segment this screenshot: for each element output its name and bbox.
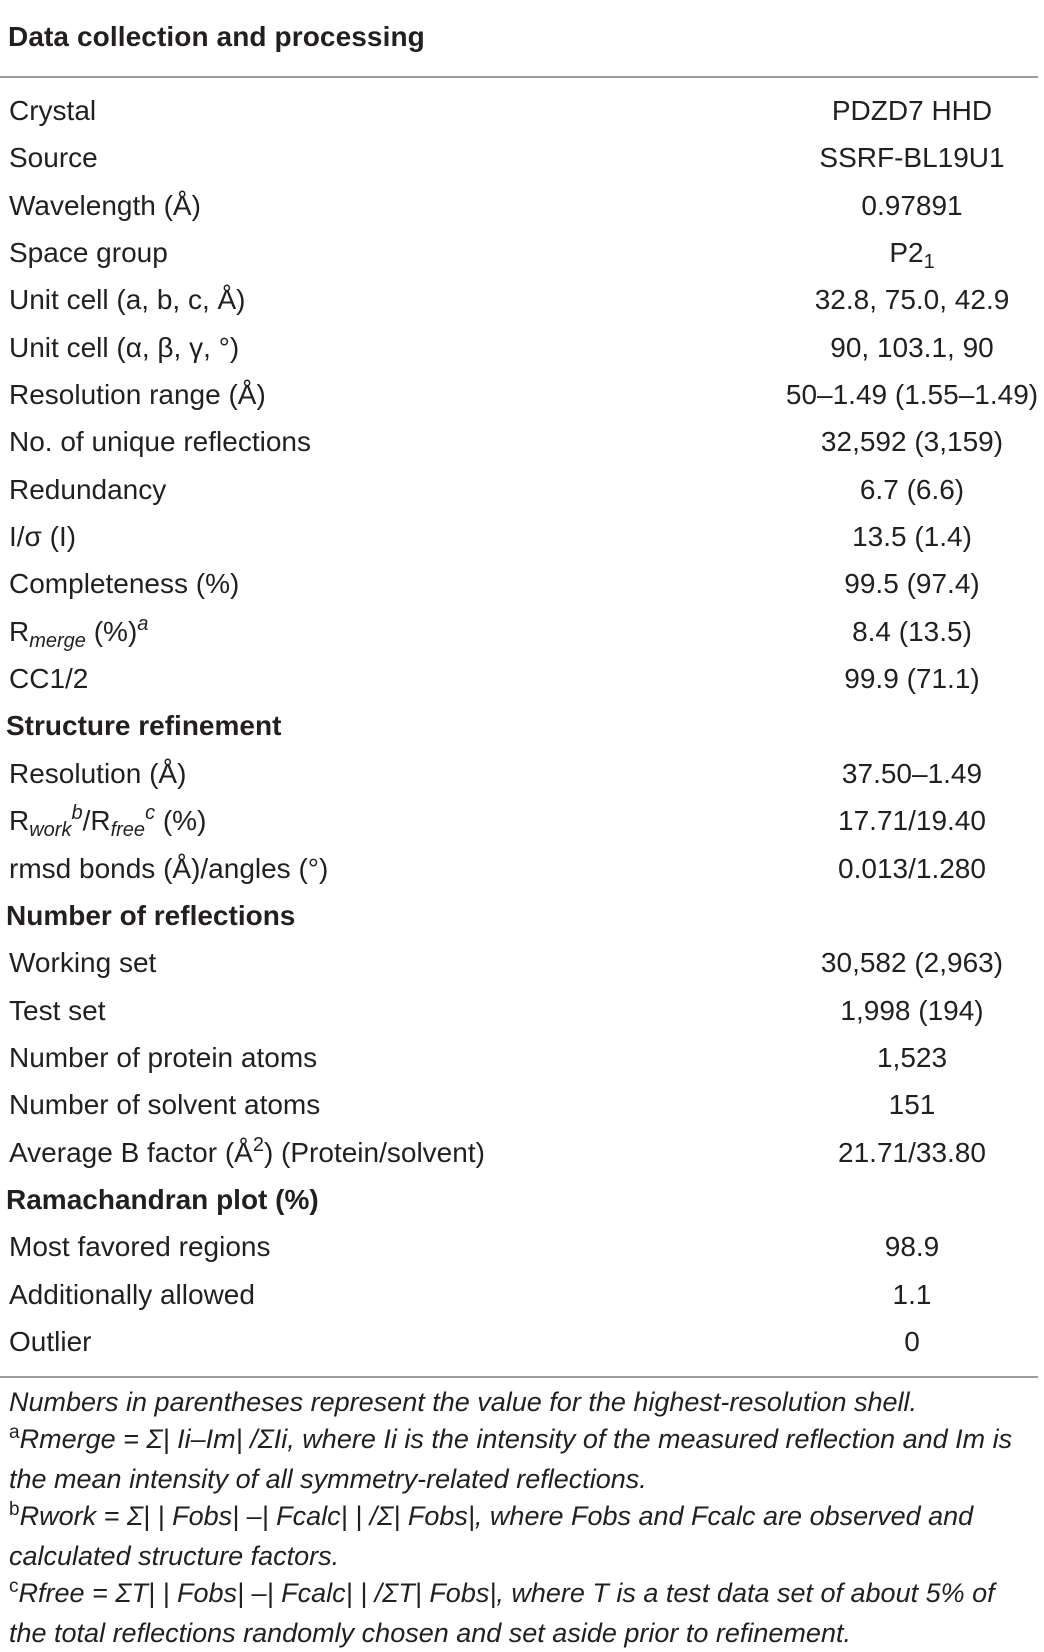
row-label: Unit cell (a, b, c, Å) (9, 284, 246, 316)
table-row (0, 750, 1040, 797)
footnote-marker: c (145, 802, 156, 825)
footnote-marker: c (9, 1576, 19, 1597)
row-value: 0 (904, 1325, 920, 1357)
table-row (0, 845, 1040, 892)
label-text: /R (82, 805, 111, 837)
row-value: 17.71/19.40 (838, 805, 986, 837)
row-label (9, 608, 148, 659)
row-label: Working set (9, 947, 157, 979)
section-row (0, 892, 1040, 939)
row-value: 21.71/33.80 (838, 1136, 986, 1168)
section-heading: Number of reflections (6, 899, 296, 931)
footnote-marker: b (71, 802, 83, 825)
table-row (0, 939, 1040, 986)
table-row (0, 1081, 1040, 1128)
table-row (0, 797, 1040, 844)
row-label (9, 1129, 485, 1180)
row-value: 1,523 (876, 1041, 948, 1073)
row-value: 99.9 (71.1) (844, 663, 980, 695)
footnote-b (9, 1498, 1039, 1575)
label-subscript: free (110, 819, 146, 842)
row-value: 98.9 (884, 1231, 940, 1263)
label-text: R (9, 615, 30, 647)
row-value: 99.5 (97.4) (844, 568, 980, 600)
section-heading: Ramachandran plot (%) (6, 1183, 319, 1215)
footnote-c (9, 1575, 1039, 1652)
row-value: 32.8, 75.0, 42.9 (814, 284, 1010, 316)
row-value: SSRF-BL19U1 (819, 142, 1005, 174)
footnote-marker: b (9, 1499, 20, 1520)
table-row (0, 513, 1040, 560)
row-value: PDZD7 HHD (831, 95, 993, 126)
section-row (0, 702, 1040, 749)
space-group-symbol: P2 (889, 237, 924, 269)
table-row (0, 655, 1040, 702)
row-label: Number of protein atoms (9, 1041, 318, 1073)
footnote-marker: a (9, 1422, 20, 1443)
footnote-text: Rwork = Σ| | Fobs| –| Fcalc| | /Σ| Fobs|, where Fobs and Fcalc are observed and calculated structure factors. (9, 1501, 974, 1571)
row-value: 8.4 (13.5) (852, 615, 972, 647)
footer-divider (0, 1376, 1038, 1378)
space-group-subscript: 1 (923, 251, 935, 274)
table-row (0, 1318, 1040, 1365)
table-row (0, 560, 1040, 607)
label-superscript: 2 (252, 1133, 264, 1156)
label-text: (%) (85, 615, 138, 647)
row-value: 50–1.49 (1.55–1.49) (785, 379, 1039, 411)
row-label: No. of unique reflections (9, 426, 311, 458)
row-label: Crystal (9, 95, 97, 126)
table-footnotes (9, 1384, 1039, 1652)
footnote-text: Rmerge = Σ| Ii–Im| /ΣIi, where Ii is the intensity of the measured reflection and Im is the mean intensity of all symmetry-related reflections. (9, 1424, 1013, 1494)
row-value: 0.97891 (861, 189, 963, 221)
table-row (0, 276, 1040, 323)
row-value: 37.50–1.49 (841, 757, 983, 789)
row-value (889, 229, 934, 280)
table-body (0, 87, 1040, 1365)
row-label: Outlier (9, 1325, 92, 1357)
row-label: I/σ (I) (9, 521, 77, 553)
row-label: Unit cell (α, β, γ, °) (9, 331, 240, 363)
row-label: rmsd bonds (Å)/angles (°) (9, 852, 329, 884)
row-label: Number of solvent atoms (9, 1089, 321, 1121)
label-subscript: merge (29, 629, 86, 652)
row-label: Completeness (%) (9, 568, 240, 600)
row-value: 0.013/1.280 (838, 852, 986, 884)
row-label: CC1/2 (9, 663, 89, 695)
row-value: 13.5 (1.4) (852, 521, 972, 553)
table-row (0, 87, 1040, 134)
table-row (0, 466, 1040, 513)
table-header: Data collection and processing (8, 21, 425, 52)
row-value: 1.1 (892, 1278, 932, 1310)
footnote-marker: a (137, 612, 149, 635)
table-row (0, 324, 1040, 371)
table-row (0, 987, 1040, 1034)
row-label (9, 797, 206, 848)
label-text: (%) (155, 805, 207, 837)
row-label: Redundancy (9, 473, 167, 505)
label-text: R (9, 805, 30, 837)
table-row (0, 1271, 1040, 1318)
row-label: Source (9, 142, 98, 174)
row-value: 1,998 (194) (840, 994, 984, 1026)
row-value: 30,582 (2,963) (820, 947, 1004, 979)
row-value: 151 (888, 1089, 936, 1121)
table-row (0, 182, 1040, 229)
label-text: Average B factor (Å (9, 1136, 253, 1168)
table-row (0, 608, 1040, 655)
row-label: Most favored regions (9, 1231, 271, 1263)
table-row (0, 229, 1040, 276)
row-label: Wavelength (Å) (9, 189, 201, 221)
table-row (0, 1129, 1040, 1176)
row-label: Resolution range (Å) (9, 379, 266, 411)
row-value: 32,592 (3,159) (820, 426, 1004, 458)
section-row (0, 1176, 1040, 1223)
header-divider (0, 76, 1038, 78)
label-text: ) (Protein/solvent) (263, 1136, 485, 1168)
table-row (0, 134, 1040, 181)
label-subscript: work (29, 819, 72, 842)
table-row (0, 1034, 1040, 1081)
table-row (0, 371, 1040, 418)
table-row (0, 1223, 1040, 1270)
table-row (0, 418, 1040, 465)
row-value: 6.7 (6.6) (859, 473, 965, 505)
row-label: Test set (9, 994, 106, 1026)
row-label: Resolution (Å) (9, 757, 187, 789)
parentheses-note: Numbers in parentheses represent the value for the highest-resolution shell. (9, 1387, 918, 1417)
section-heading: Structure refinement (6, 710, 282, 742)
footnote-a (9, 1421, 1039, 1498)
row-label: Space group (9, 237, 168, 269)
row-label: Additionally allowed (9, 1278, 255, 1310)
footnote-text: Rfree = ΣT| | Fobs| –| Fcalc| | /ΣT| Fobs|, where T is a test data set of about 5% of the total reflections randomly chosen and set aside prior to refinement. (9, 1578, 995, 1648)
row-value: 90, 103.1, 90 (830, 331, 994, 363)
